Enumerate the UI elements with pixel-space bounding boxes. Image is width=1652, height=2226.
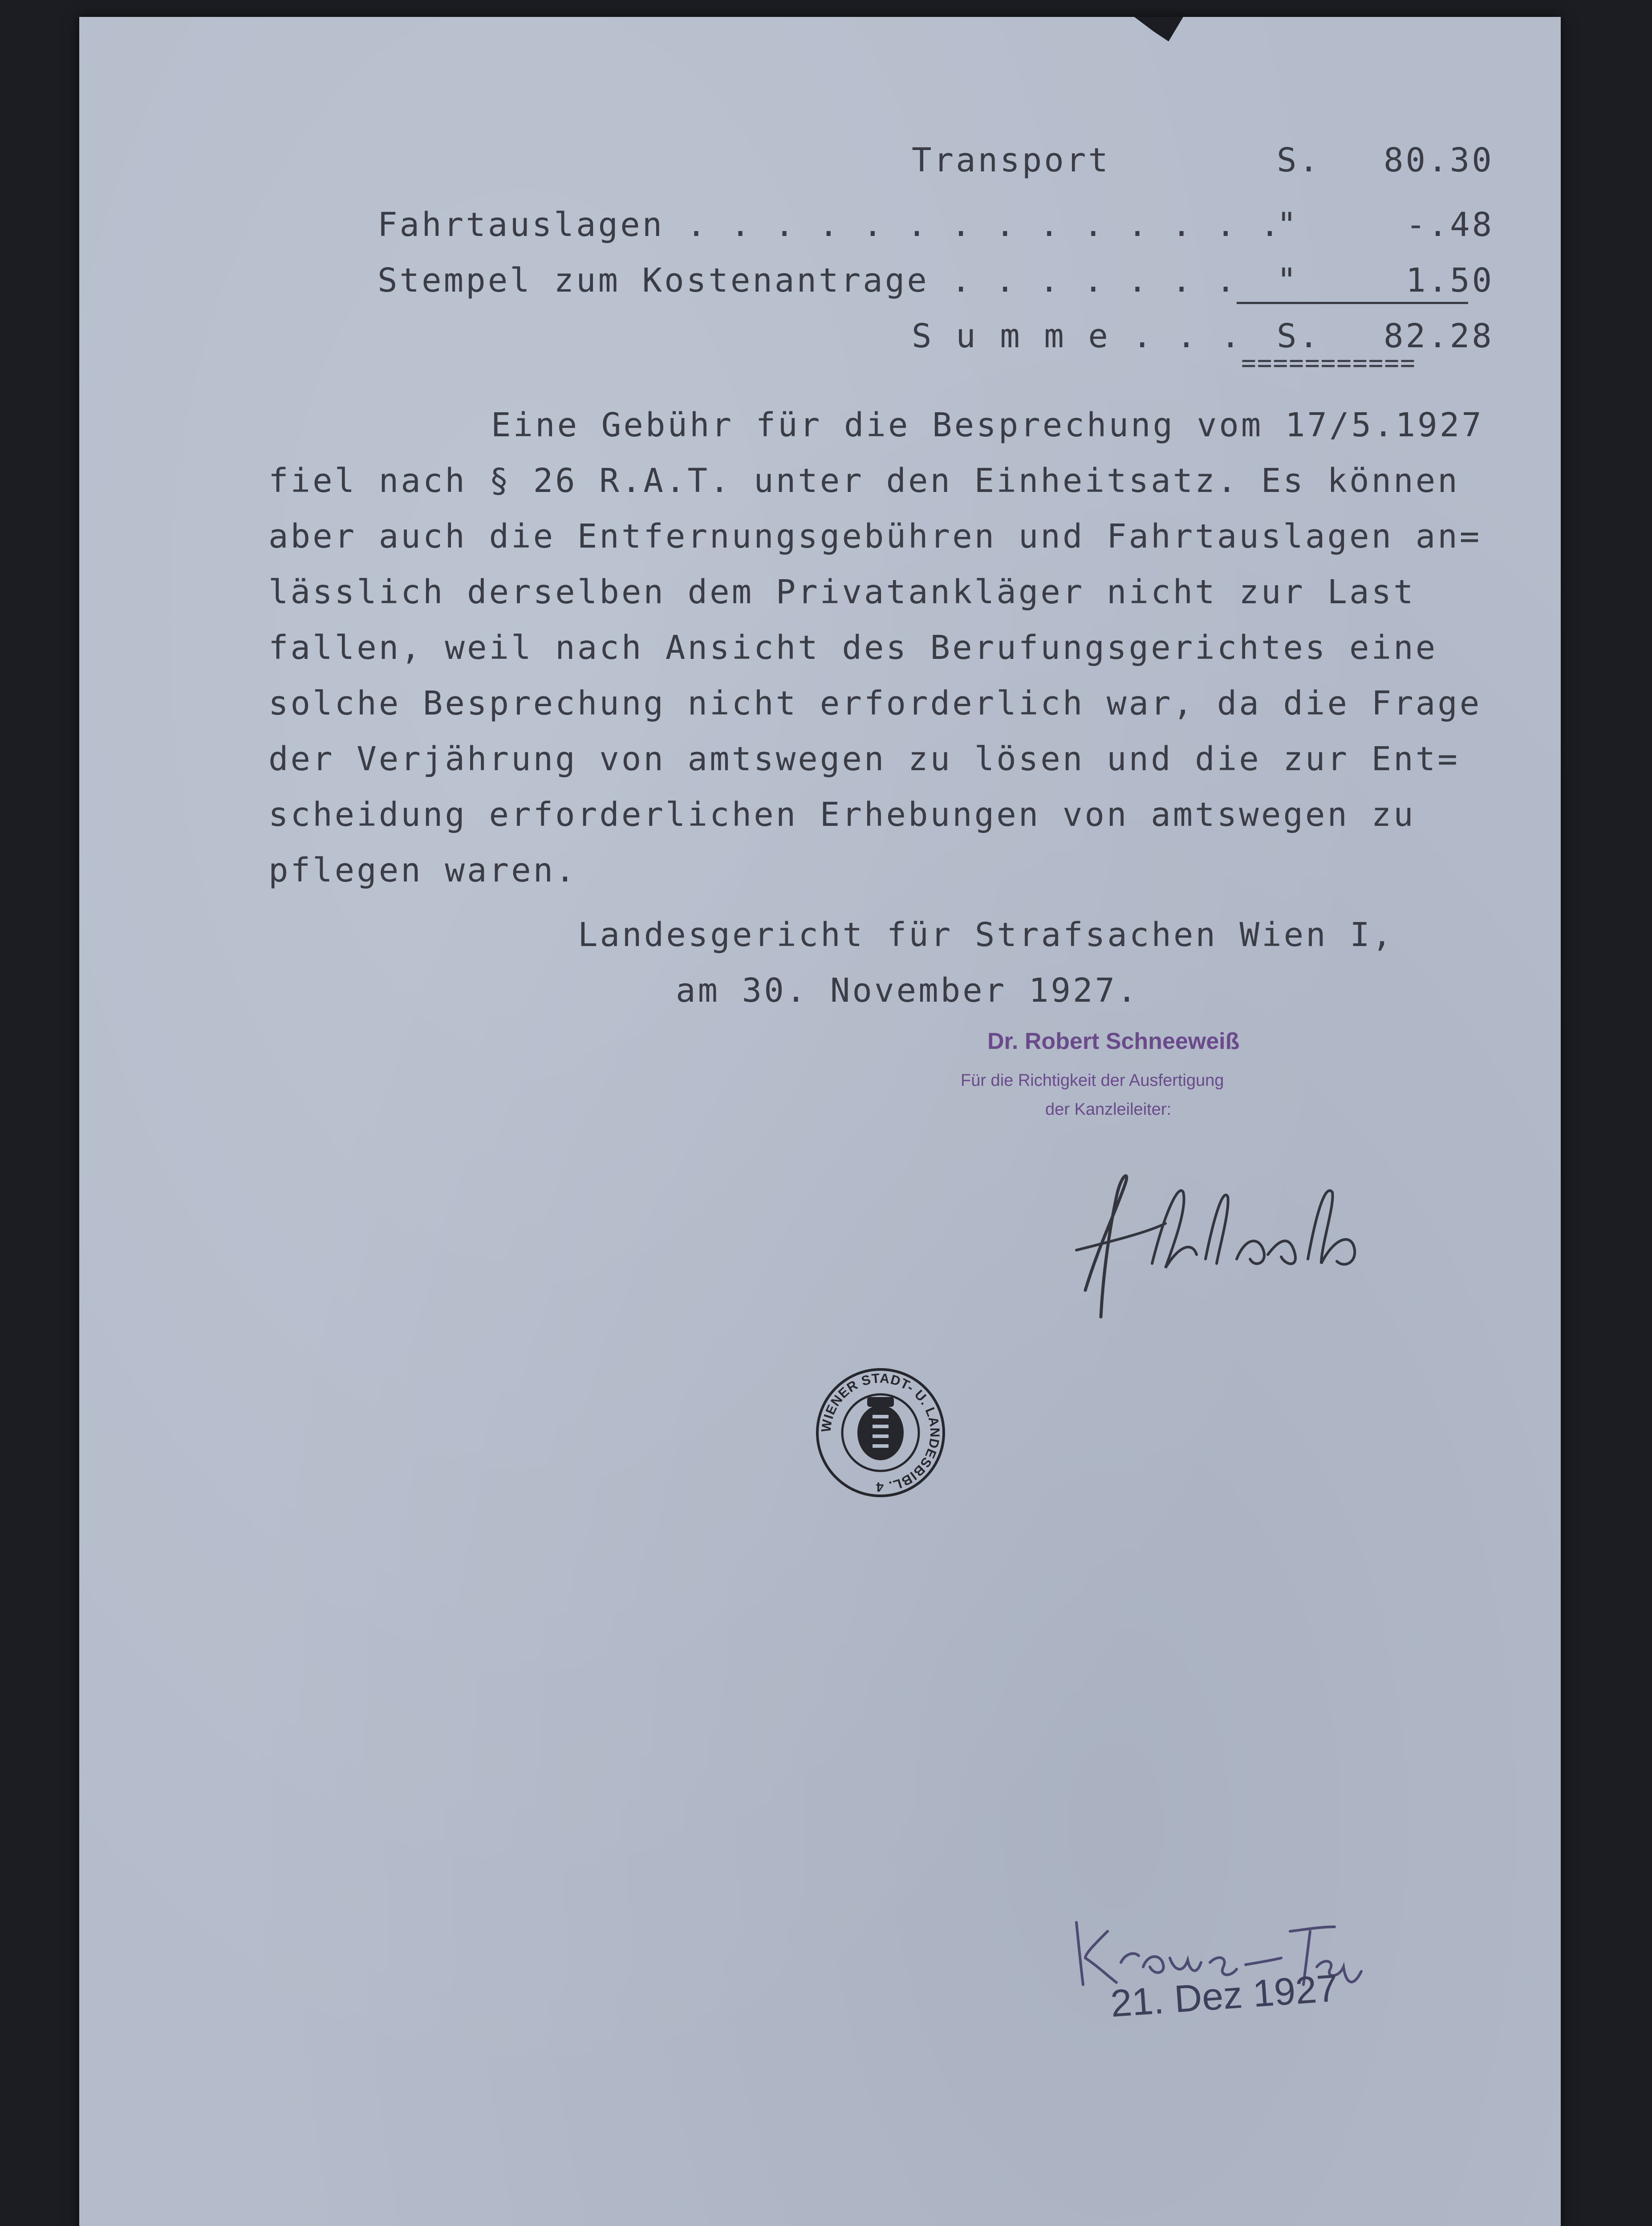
summe-label: S u m m e . . . bbox=[912, 317, 1243, 355]
signature-mark bbox=[1059, 1157, 1397, 1344]
fahrtauslagen-label: Fahrtauslagen . . . . . . . . . . . . . . bbox=[377, 206, 1282, 244]
receipt-date-stamp: 21. Dez 1927 bbox=[1109, 1966, 1339, 2025]
stamp-line-1: Für die Richtigkeit der Ausfertigung bbox=[961, 1071, 1224, 1090]
body-line-5: fallen, weil nach Ansicht des Berufungsgerichtes eine bbox=[268, 629, 1438, 667]
double-rule: =========== bbox=[1241, 349, 1416, 378]
body-line-1: Eine Gebühr für die Besprechung vom 17/5.1927 bbox=[491, 406, 1484, 444]
seal-text: WIENER STADT- U. LANDESBIBL. 4 bbox=[819, 1371, 942, 1495]
document-date: am 30. November 1927. bbox=[676, 971, 1139, 1010]
body-line-3: aber auch die Entfernungsgebühren und Fahrtauslagen an= bbox=[268, 517, 1482, 556]
summe-currency: S. bbox=[1277, 317, 1321, 355]
body-line-2: fiel nach § 26 R.A.T. unter den Einheitsatz. Es können bbox=[268, 462, 1460, 500]
torn-edge bbox=[1134, 17, 1183, 41]
transport-amount: 80.30 bbox=[1384, 141, 1494, 179]
subtotal-rule bbox=[1237, 302, 1468, 304]
fahrtauslagen-currency: " bbox=[1277, 206, 1299, 244]
court-name: Landesgericht für Strafsachen Wien I, bbox=[578, 916, 1394, 954]
body-line-9: pflegen waren. bbox=[268, 851, 577, 890]
body-line-6: solche Besprechung nicht erforderlich war, da die Frage bbox=[268, 684, 1482, 723]
body-line-4: lässlich derselben dem Privatankläger nicht zur Last bbox=[268, 573, 1416, 611]
stamp-name: Dr. Robert Schneeweiß bbox=[987, 1028, 1240, 1054]
transport-currency: S. bbox=[1277, 141, 1321, 179]
stempel-label: Stempel zum Kostenantrage . . . . . . . bbox=[377, 261, 1238, 300]
stamp-line-2: der Kanzleileiter: bbox=[1045, 1100, 1172, 1119]
body-line-8: scheidung erforderlichen Erhebungen von amtswegen zu bbox=[268, 796, 1416, 834]
fahrtauslagen-amount: -.48 bbox=[1406, 206, 1494, 244]
transport-label: Transport bbox=[912, 141, 1110, 179]
library-seal bbox=[814, 1366, 947, 1499]
body-line-7: der Verjährung von amtswegen zu lösen und die zur Ent= bbox=[268, 740, 1460, 778]
stempel-currency: " bbox=[1277, 261, 1299, 300]
stempel-amount: 1.50 bbox=[1406, 261, 1494, 300]
document-page bbox=[79, 17, 1561, 2226]
summe-amount: 82.28 bbox=[1384, 317, 1494, 355]
